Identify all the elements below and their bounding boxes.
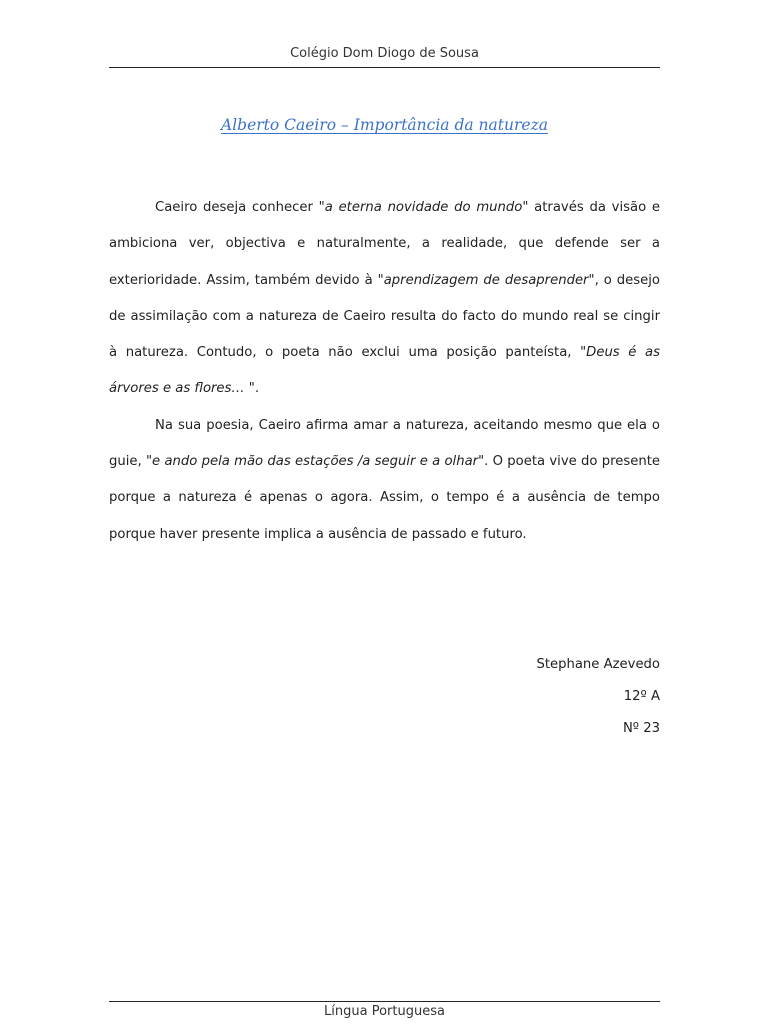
paragraph-2 xyxy=(109,408,660,553)
paragraph-2-text-1: Na sua poesia, Caeiro afirma amar a natureza, aceitando mesmo que ela o guie, xyxy=(109,417,660,470)
quote-deus-arvores: "Deus é as árvores e as flores… " xyxy=(109,345,660,397)
header-divider xyxy=(109,67,660,68)
footer-divider xyxy=(109,1001,660,1002)
paragraph-1-text-3: , o desejo de assimilação com a natureza de Caeiro resulta do facto do mundo real se cingir à natureza. Contudo, o poeta não exclui uma posição panteísta, xyxy=(109,272,660,361)
signature-block xyxy=(109,649,660,745)
paragraph-1 xyxy=(109,190,660,408)
quote-estacoes: "e ando pela mão das estações /a seguir e a olhar" xyxy=(145,454,485,470)
author-class: 12º A xyxy=(623,689,660,704)
author-number: Nº 23 xyxy=(622,721,660,736)
paragraph-1-text-1: Caeiro deseja conhecer xyxy=(155,200,319,215)
quote-eterna-novidade: "a eterna novidade do mundo" xyxy=(318,200,529,215)
paragraph-1-text-4: . xyxy=(254,381,260,397)
quote-aprendizagem: "aprendizagem de desaprender" xyxy=(377,272,595,288)
document-body xyxy=(109,190,660,553)
paragraph-1-text-2: através da visão e ambiciona ver, objectiva e naturalmente, a realidade, que defende ser a exterioridade. Assim, também devido à xyxy=(109,200,660,288)
page-header: Colégio Dom Diogo de Sousa xyxy=(290,46,479,61)
page-footer: Língua Portuguesa xyxy=(324,1004,445,1019)
paragraph-2-text-2: . O poeta vive do presente porque a natureza é apenas o agora. Assim, o tempo é a ausência de tempo porque haver presente implica a ausência de passado e futuro. xyxy=(109,454,660,542)
author-name: Stephane Azevedo xyxy=(536,657,660,672)
document-title: Alberto Caeiro – Importância da natureza xyxy=(221,116,548,134)
